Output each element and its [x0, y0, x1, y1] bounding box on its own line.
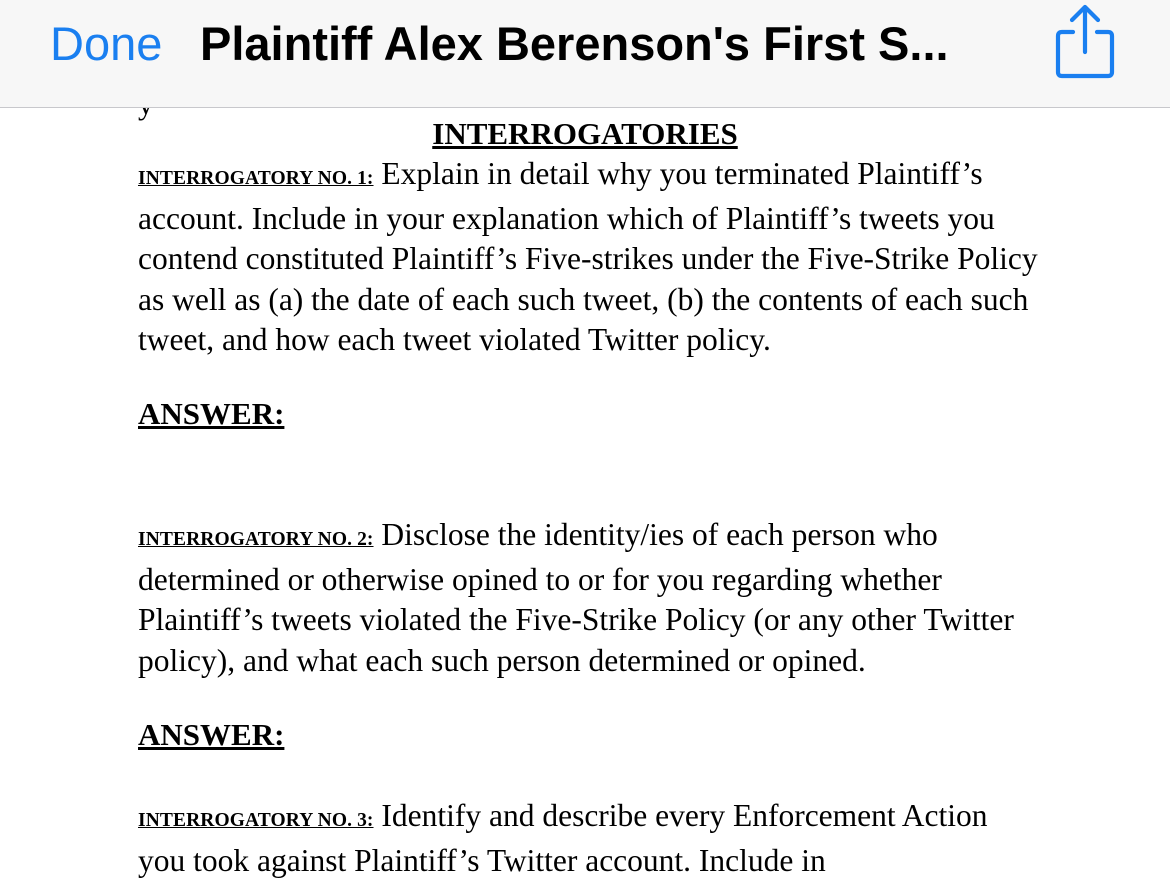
- share-button[interactable]: [1052, 2, 1118, 80]
- interrogatory-2-label: INTERROGATORY NO. 2:: [138, 529, 374, 550]
- interrogatory-3: [138, 796, 1038, 881]
- interrogatory-1-text: Explain in detail why you terminated Plaintiff’s account. Include in your explanation which of Plaintiff’s tweets you contend constituted Plaintiff’s Five-strikes under the Five-Strike Policy as well as (a) the date of each such tweet, (b) the contents of each such tweet, and how each tweet violated Twitter policy.: [138, 156, 1038, 357]
- answer-1-label: ANSWER:: [138, 396, 285, 431]
- document-page[interactable]: [0, 108, 1170, 879]
- share-icon: [1052, 2, 1118, 80]
- interrogatory-2: [138, 515, 1038, 681]
- answer-2-label: ANSWER:: [138, 717, 285, 752]
- navigation-bar: [0, 0, 1170, 108]
- interrogatory-1-label: INTERROGATORY NO. 1:: [138, 168, 374, 189]
- interrogatory-1: [138, 154, 1038, 360]
- done-button[interactable]: Done: [50, 17, 163, 70]
- document-title: Plaintiff Alex Berenson's First S...: [200, 17, 949, 70]
- interrogatory-2-text: Disclose the identity/ies of each person who determined or otherwise opined to or for you regarding whether Plaintiff’s tweets violated the Five-Strike Policy (or any other Twitter policy), and what each such person determined or opined.: [138, 517, 1014, 678]
- interrogatory-3-label: INTERROGATORY NO. 3:: [138, 810, 374, 831]
- section-heading: INTERROGATORIES: [432, 116, 738, 151]
- interrogatory-3-text: Identify and describe every Enforcement Action you took against Plaintiff’s Twitter account. Include in: [138, 798, 988, 879]
